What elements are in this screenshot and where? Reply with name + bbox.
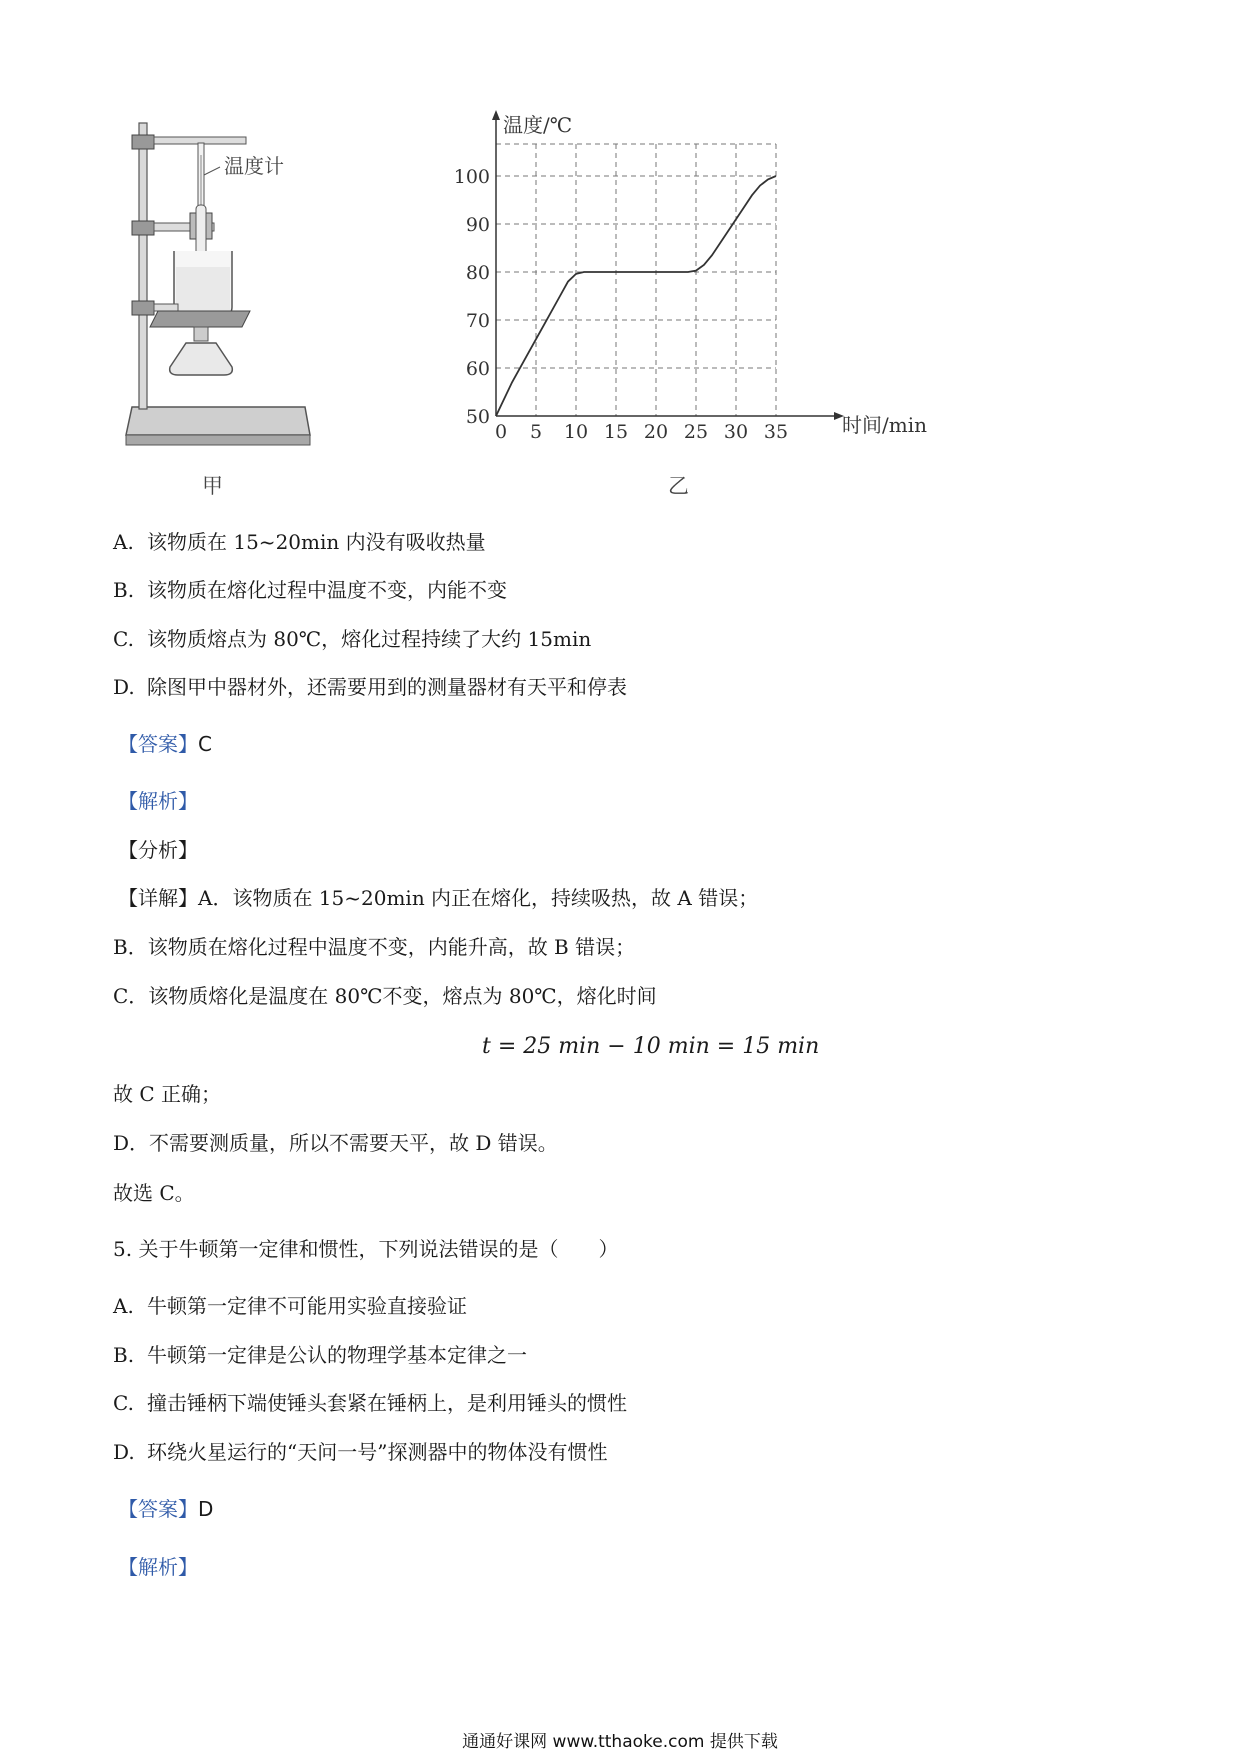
q5-option-d	[113, 1439, 607, 1465]
q4-detail-b: B．该物质在熔化过程中温度不变，内能升高，故 B 错误；	[113, 935, 636, 959]
answer-value: C	[198, 732, 212, 756]
temperature-time-chart	[440, 110, 950, 455]
q4-analysis-tag: 【解析】	[118, 789, 198, 813]
apparatus-figure	[120, 115, 320, 460]
q5-option-a	[113, 1293, 467, 1319]
q5-analysis-tag: 【解析】	[118, 1555, 198, 1579]
q5-option-c	[113, 1390, 627, 1416]
option-key: B.	[113, 1343, 135, 1367]
detail-tag: 【详解】	[118, 886, 198, 910]
option-text: 撞击锤柄下端使锤头套紧在锤柄上，是利用锤头的惯性	[147, 1391, 627, 1415]
q4-conclusion: 故选 C。	[113, 1181, 195, 1205]
y-tick-label: 90	[465, 214, 490, 236]
x-tick-label: 30	[723, 421, 749, 443]
x-axis-label: 时间/min	[842, 413, 927, 437]
x-tick-label: 10	[563, 421, 589, 443]
y-tick-label: 80	[465, 262, 490, 284]
option-key: A.	[113, 530, 134, 554]
option-key: B.	[113, 578, 135, 602]
page-footer: 通通好课网 www.tthaoke.com 提供下载	[462, 1732, 778, 1752]
q5-stem: 5. 关于牛顿第一定律和惯性，下列说法错误的是（ ）	[113, 1237, 619, 1261]
option-text: 牛顿第一定律是公认的物理学基本定律之一	[147, 1343, 527, 1367]
q4-option-b	[113, 577, 507, 603]
q4-detail-d: D．不需要测质量，所以不需要天平，故 D 错误。	[113, 1131, 558, 1155]
figure-yi-label: 乙	[668, 474, 689, 498]
option-text: 环绕火星运行的“天问一号”探测器中的物体没有惯性	[147, 1440, 608, 1464]
option-text: 该物质熔点为 80℃，熔化过程持续了大约 15min	[147, 627, 592, 651]
option-key: C.	[113, 1391, 134, 1415]
q4-detail-a	[118, 885, 758, 911]
q4-detail-c2: 故 C 正确；	[113, 1082, 222, 1106]
figure-jia-label: 甲	[202, 474, 223, 498]
q4-option-c	[113, 626, 591, 652]
q4-fenxi-tag: 【分析】	[118, 838, 198, 862]
x-tick-label: 25	[683, 421, 709, 443]
q4-answer	[118, 731, 212, 757]
q4-detail-c: C．该物质熔化是温度在 80℃不变，熔点为 80℃，熔化时间	[113, 984, 657, 1008]
q5-answer	[118, 1496, 213, 1522]
option-text: 除图甲中器材外，还需要用到的测量器材有天平和停表	[147, 675, 627, 699]
option-text: 该物质在 15~20min 内没有吸收热量	[147, 530, 486, 554]
detail-line-a: A．该物质在 15~20min 内正在熔化，持续吸热，故 A 错误；	[198, 886, 759, 910]
option-key: D.	[113, 675, 135, 699]
option-key: C.	[113, 627, 134, 651]
y-tick-label: 70	[465, 310, 490, 332]
answer-value: D	[198, 1497, 214, 1521]
answer-tag: 【答案】	[118, 732, 198, 756]
y-tick-label: 50	[465, 406, 490, 428]
melting-time-formula: t = 25 min − 10 min = 15 min	[482, 1034, 820, 1059]
x-tick-label: 20	[643, 421, 669, 443]
answer-tag: 【答案】	[118, 1497, 198, 1521]
x-tick-label: 5	[529, 421, 543, 443]
option-text: 该物质在熔化过程中温度不变，内能不变	[147, 578, 507, 602]
y-axis-arrow	[492, 110, 500, 120]
option-key: D.	[113, 1440, 135, 1464]
y-axis-label: 温度/℃	[503, 113, 573, 137]
option-text: 牛顿第一定律不可能用实验直接验证	[147, 1294, 467, 1318]
y-tick-label: 60	[465, 358, 490, 380]
option-key: A.	[113, 1294, 134, 1318]
q4-option-a	[113, 529, 486, 555]
q4-option-d	[113, 674, 627, 700]
q5-option-b	[113, 1342, 527, 1368]
series-line	[496, 176, 776, 416]
x-tick-label: 0	[494, 421, 508, 443]
y-tick-label: 100	[453, 166, 490, 188]
thermometer-label: 温度计	[224, 154, 284, 178]
x-tick-label: 35	[763, 421, 789, 443]
x-tick-label: 15	[603, 421, 629, 443]
